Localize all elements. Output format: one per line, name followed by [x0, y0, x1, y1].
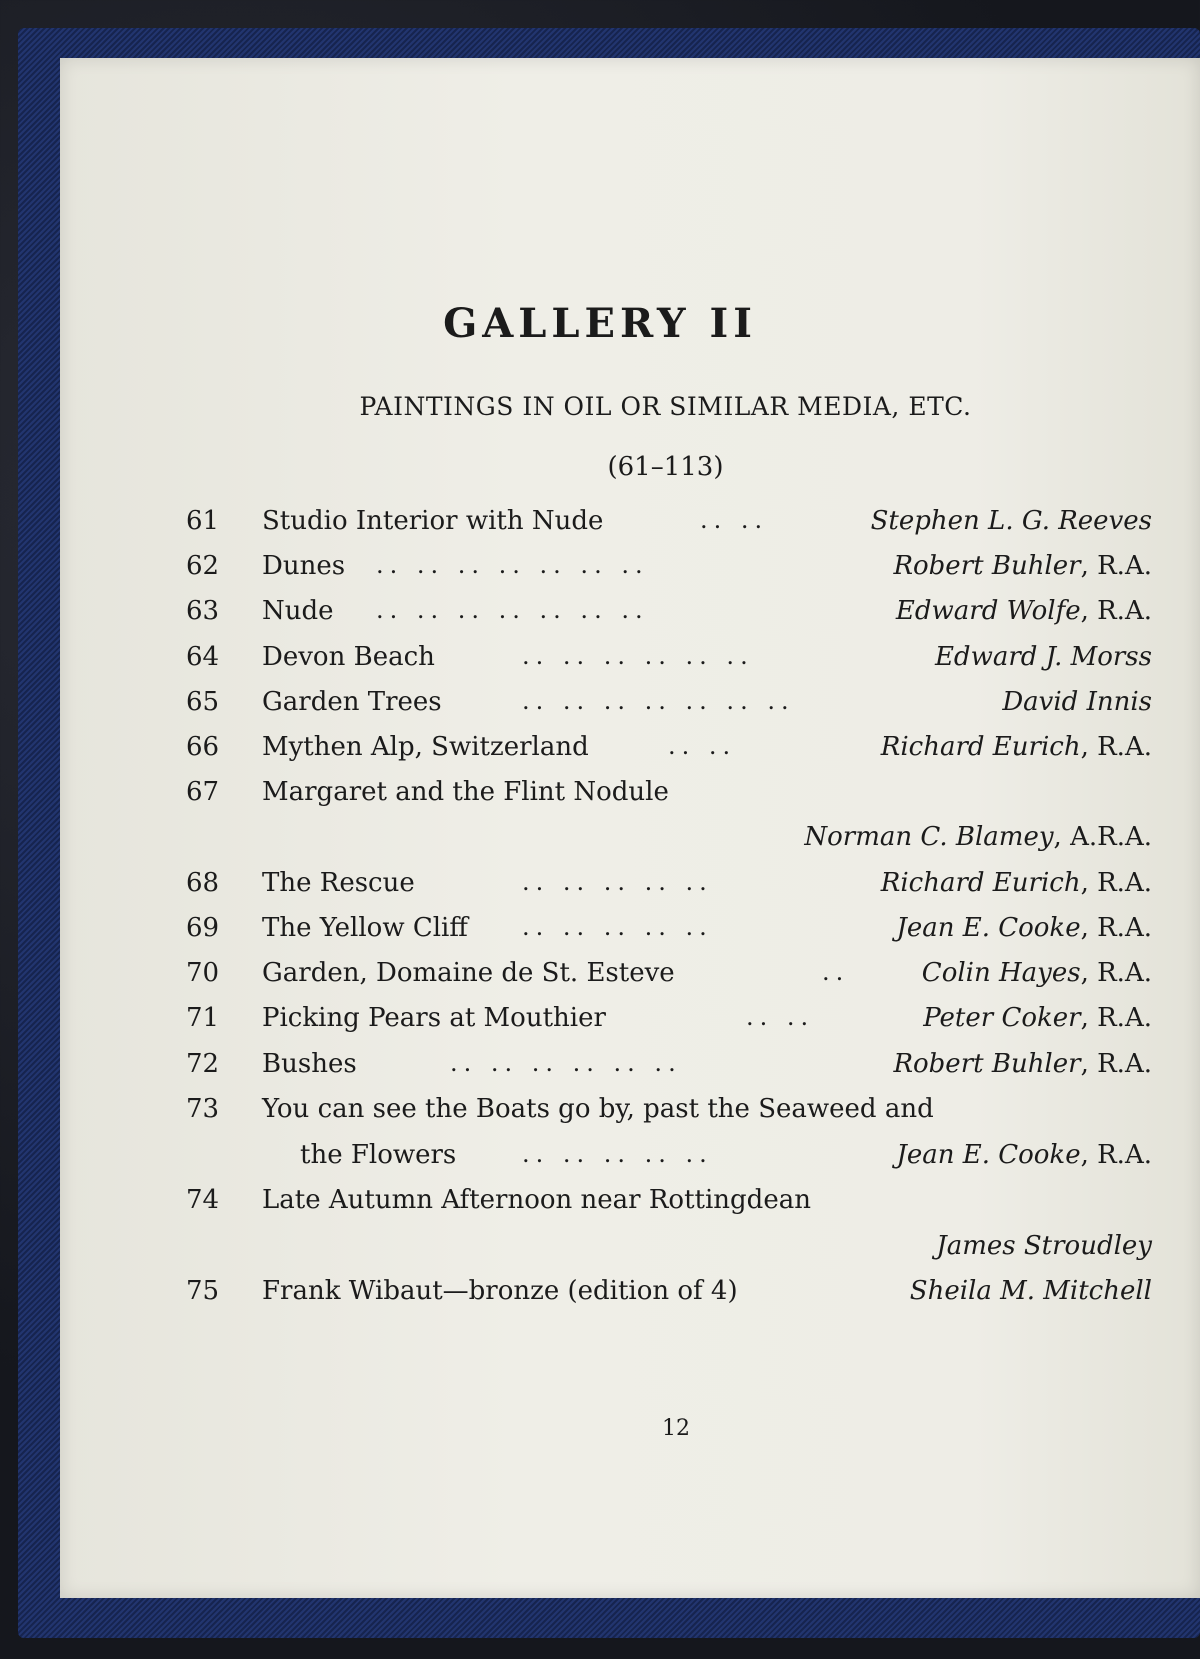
entry-artist: [804, 822, 1152, 852]
entry-artist: [923, 1003, 1152, 1033]
catalogue-entry: [0, 1276, 1200, 1320]
catalogue-entry: [0, 868, 1200, 912]
entry-artist: [1002, 687, 1152, 717]
artist-honours: , R.A.: [1080, 1140, 1152, 1170]
entry-number: 71: [186, 1003, 220, 1033]
leader-dots: .. .. .. .. ..: [522, 1140, 713, 1168]
entry-artist: [922, 958, 1152, 988]
entry-number: 63: [186, 596, 220, 626]
leader-dots: .. .. .. .. .. .. ..: [376, 551, 649, 579]
entry-title: The Rescue: [262, 868, 415, 898]
entry-title: Picking Pears at Mouthier: [262, 1003, 606, 1033]
artist-name: Robert Buhler: [893, 551, 1081, 581]
catalogue-entry: [0, 913, 1200, 957]
artist-name: Stephen L. G. Reeves: [870, 506, 1152, 536]
artist-name: Sheila M. Mitchell: [909, 1276, 1152, 1306]
artist-honours: , R.A.: [1080, 1049, 1152, 1079]
entry-artist: [936, 1231, 1152, 1261]
catalogue-entry: [0, 551, 1200, 595]
page-number: 12: [662, 1416, 690, 1441]
catalogue-entry: [0, 596, 1200, 640]
entry-number: 75: [186, 1276, 220, 1306]
artist-name: Richard Eurich: [880, 732, 1081, 762]
artist-name: Peter Coker: [923, 1003, 1081, 1033]
entry-artist: [896, 913, 1152, 943]
catalogue-entry: [0, 1094, 1200, 1138]
entry-title: Garden, Domaine de St. Esteve: [262, 958, 675, 988]
leader-dots: .. ..: [746, 1003, 815, 1031]
catalogue-range: (61–113): [607, 452, 724, 482]
artist-honours: , R.A.: [1080, 732, 1152, 762]
entry-number: 69: [186, 913, 220, 943]
leader-dots: ..: [822, 958, 850, 986]
entry-title: The Yellow Cliff: [262, 913, 468, 943]
entry-title: Frank Wibaut—bronze (edition of 4): [262, 1276, 738, 1306]
leader-dots: .. ..: [700, 506, 769, 534]
artist-name: Colin Hayes: [921, 958, 1081, 988]
artist-honours: , R.A.: [1080, 913, 1152, 943]
catalogue-entry-continued: [0, 822, 1200, 866]
entry-number: 65: [186, 687, 220, 717]
catalogue-entry: [0, 1003, 1200, 1047]
entry-artist: [896, 596, 1152, 626]
catalogue-entry-continued: [0, 1140, 1200, 1184]
entry-number: 73: [186, 1094, 220, 1124]
catalogue-entry: [0, 1049, 1200, 1093]
gallery-title: GALLERY II: [443, 300, 757, 347]
artist-honours: , R.A.: [1080, 596, 1152, 626]
entry-number: 67: [186, 777, 220, 807]
catalogue-entry: [0, 687, 1200, 731]
leader-dots: .. .. .. .. .. .. ..: [522, 687, 795, 715]
entry-artist: [893, 551, 1152, 581]
entry-artist: [881, 868, 1152, 898]
entry-number: 72: [186, 1049, 220, 1079]
leader-dots: .. .. .. .. .. ..: [450, 1049, 682, 1077]
artist-name: David Innis: [1002, 687, 1152, 717]
entry-number: 70: [186, 958, 220, 988]
entry-title: Devon Beach: [262, 642, 435, 672]
entry-number: 68: [186, 868, 220, 898]
entry-title: Nude: [262, 596, 334, 626]
entry-title: Dunes: [262, 551, 346, 581]
catalogue-entry-continued: [0, 1231, 1200, 1275]
section-subtitle: PAINTINGS IN OIL OR SIMILAR MEDIA, ETC.: [359, 392, 972, 421]
leader-dots: .. .. .. .. .. ..: [522, 642, 754, 670]
entry-number: 64: [186, 642, 220, 672]
entry-artist: [896, 1140, 1152, 1170]
entry-artist: [910, 1276, 1152, 1306]
entry-artist: [881, 732, 1152, 762]
artist-name: Edward Wolfe: [895, 596, 1081, 626]
entry-title: Mythen Alp, Switzerland: [262, 732, 589, 762]
entry-artist: [871, 506, 1152, 536]
artist-name: Norman C. Blamey: [804, 822, 1054, 852]
artist-name: Jean E. Cooke: [896, 1140, 1081, 1170]
entry-title: You can see the Boats go by, past the Seaweed and: [262, 1094, 934, 1124]
entry-number: 66: [186, 732, 220, 762]
artist-name: Richard Eurich: [880, 868, 1081, 898]
catalogue-entry: [0, 958, 1200, 1002]
leader-dots: .. .. .. .. ..: [522, 913, 713, 941]
catalogue-entry: [0, 506, 1200, 550]
catalogue-entry: [0, 642, 1200, 686]
artist-name: James Stroudley: [936, 1231, 1152, 1261]
entry-title: Bushes: [262, 1049, 357, 1079]
entry-title: Margaret and the Flint Nodule: [262, 777, 669, 807]
leader-dots: .. ..: [668, 732, 737, 760]
leader-dots: .. .. .. .. ..: [522, 868, 713, 896]
catalogue-entry: [0, 1185, 1200, 1229]
artist-name: Robert Buhler: [893, 1049, 1081, 1079]
artist-honours: , R.A.: [1080, 1003, 1152, 1033]
entry-number: 61: [186, 506, 220, 536]
artist-honours: , R.A.: [1080, 868, 1152, 898]
entry-number: 62: [186, 551, 220, 581]
leader-dots: .. .. .. .. .. .. ..: [376, 596, 649, 624]
entry-number: 74: [186, 1185, 220, 1215]
artist-name: Edward J. Morss: [934, 642, 1152, 672]
entry-artist: [893, 1049, 1152, 1079]
artist-honours: , R.A.: [1080, 958, 1152, 988]
entry-title: Garden Trees: [262, 687, 442, 717]
artist-honours: , A.R.A.: [1053, 822, 1152, 852]
entry-artist: [935, 642, 1152, 672]
artist-honours: , R.A.: [1080, 551, 1152, 581]
entry-title: Late Autumn Afternoon near Rottingdean: [262, 1185, 811, 1215]
entry-title: the Flowers: [300, 1140, 457, 1170]
entry-title: Studio Interior with Nude: [262, 506, 604, 536]
catalogue-entry: [0, 777, 1200, 821]
catalogue-entry: [0, 732, 1200, 776]
artist-name: Jean E. Cooke: [896, 913, 1081, 943]
